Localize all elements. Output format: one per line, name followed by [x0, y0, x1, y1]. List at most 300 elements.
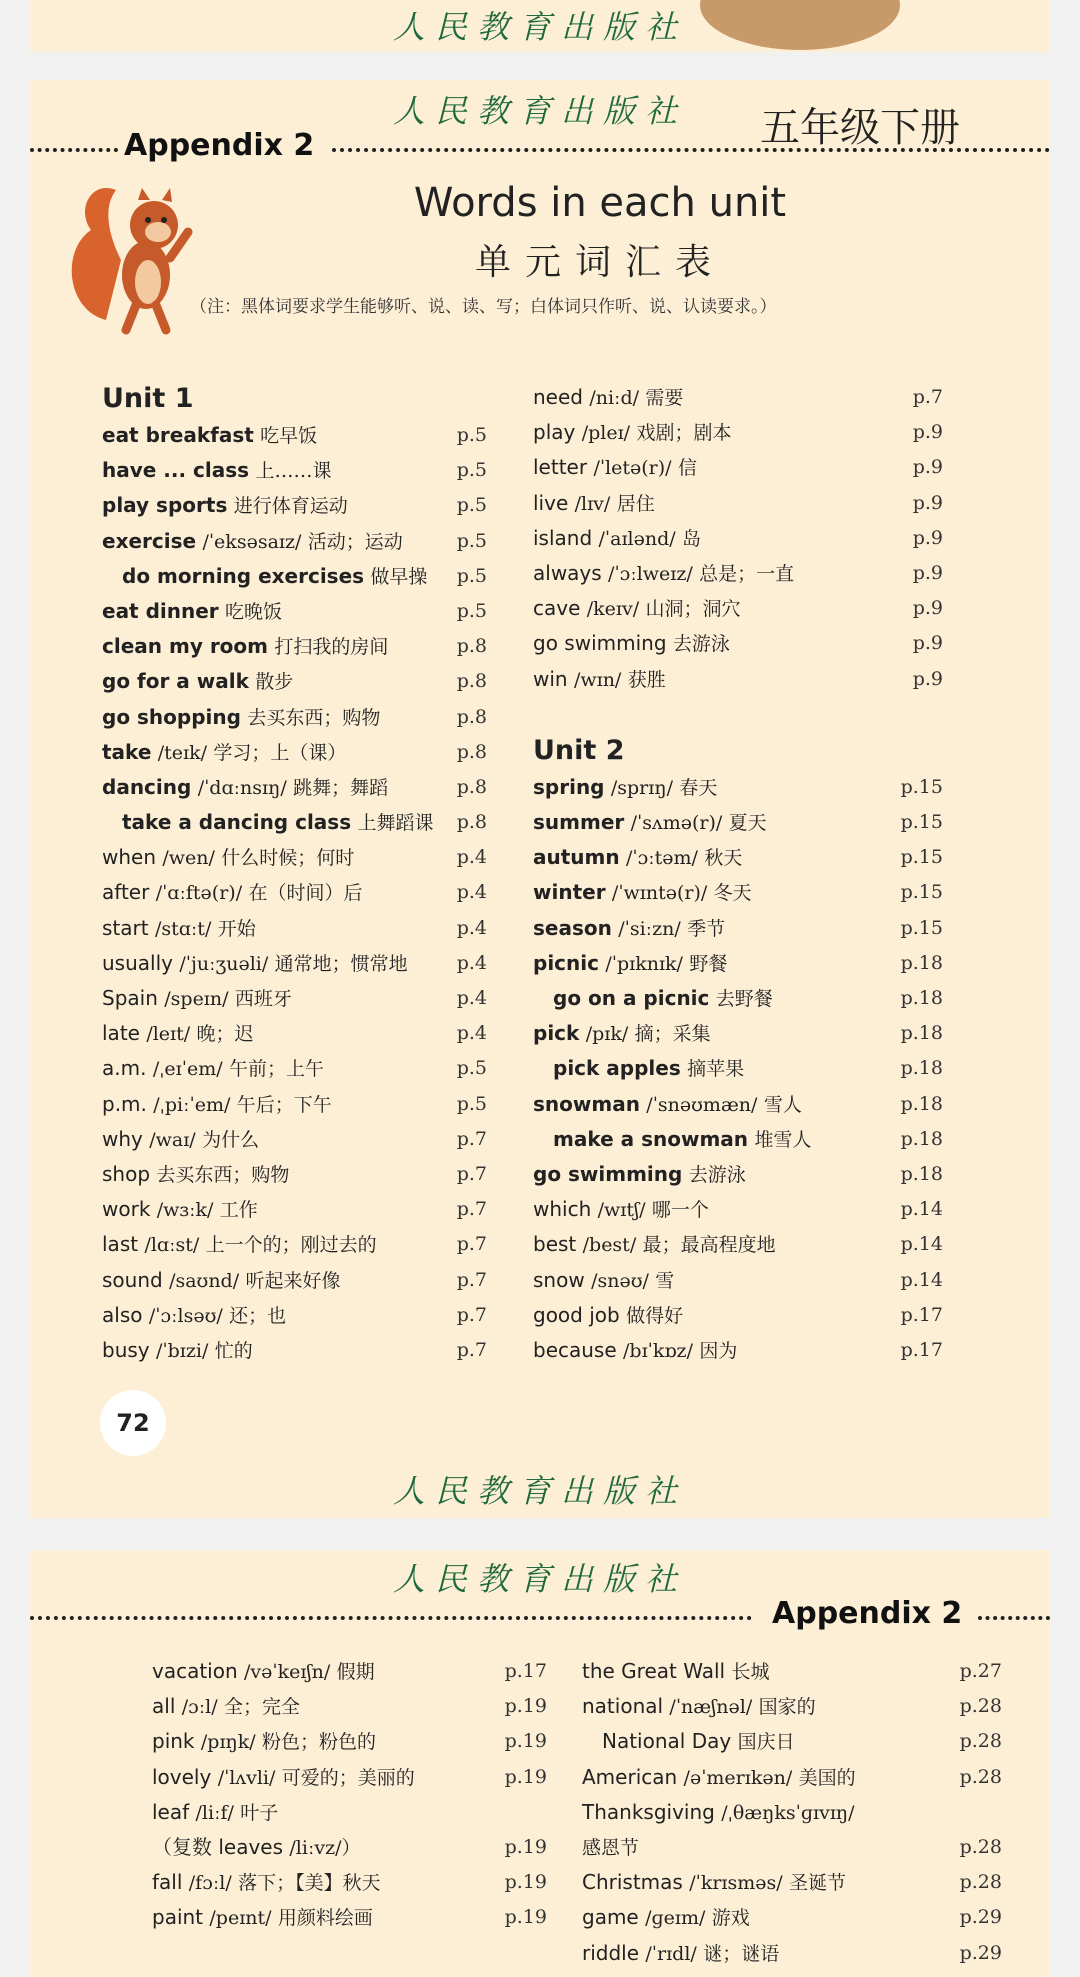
vocab-page-ref: p.14	[900, 1268, 943, 1291]
vocab-phonetic: /wɪtʃ/	[597, 1199, 646, 1222]
vocab-meaning: 通常地；惯常地	[274, 952, 408, 975]
usage-note: （注：黑体词要求学生能够听、说、读、写；白体词只作听、说、认读要求。）	[190, 297, 777, 317]
vocab-page-ref: p.7	[912, 386, 943, 408]
vocab-word: fall	[152, 1870, 183, 1895]
vocab-page-ref: p.19	[504, 1835, 547, 1858]
vocab-phonetic: /ˈsʌmə(r)/	[630, 812, 723, 835]
vocab-page-ref: p.5	[456, 599, 487, 622]
vocab-entry	[102, 1087, 487, 1122]
vocab-phonetic: /pleɪ/	[581, 422, 631, 445]
vocab-entry	[533, 770, 943, 805]
publisher-logo: 人民教育出版社	[392, 1472, 688, 1510]
vocab-word: good job	[533, 1302, 620, 1327]
vocab-phonetic: /liːvz/）	[289, 1836, 361, 1859]
vocab-entry	[533, 1263, 943, 1298]
vocab-word: after	[102, 880, 150, 905]
vocab-phonetic: /ˈɔːlsəʊ/	[148, 1304, 223, 1327]
vocab-phonetic: /pɪk/	[585, 1023, 629, 1046]
vocab-word: start	[102, 915, 149, 940]
vocab-entry	[533, 1333, 943, 1368]
vocab-page-ref: p.18	[900, 1162, 943, 1185]
vocab-word: dancing	[102, 774, 192, 799]
vocab-entry	[102, 524, 487, 559]
vocab-word: usually	[102, 950, 173, 975]
vocab-page-ref: p.29	[959, 1941, 1002, 1964]
spacer	[533, 697, 943, 732]
vocab-page-ref: p.7	[456, 1303, 487, 1326]
vocab-page-ref: p.9	[912, 491, 943, 514]
vocab-phonetic: /saʊnd/	[169, 1269, 240, 1292]
vocab-meaning: 居住	[616, 492, 655, 515]
vocab-entry	[152, 1689, 547, 1724]
previous-page-fragment	[30, 0, 1050, 52]
vocab-word: winter	[533, 880, 606, 905]
vocab-page-ref: p.19	[504, 1730, 547, 1753]
vocab-meaning: 活动；运动	[307, 530, 403, 553]
vocab-page-ref: p.18	[900, 1127, 943, 1150]
vocab-entry	[152, 1865, 547, 1900]
vocab-word: pick apples	[553, 1056, 681, 1081]
vocab-word: always	[533, 560, 602, 585]
publisher-logo: 人民教育出版社	[392, 8, 688, 46]
vocab-page-ref: p.15	[900, 881, 943, 904]
vocab-phonetic: /bɪˈkɒz/	[623, 1339, 693, 1362]
vocab-entry	[533, 626, 943, 661]
vocab-phonetic: /fɔːl/	[188, 1872, 232, 1895]
vocab-word: season	[533, 915, 612, 940]
vocab-meaning: 落下；【美】秋天	[238, 1872, 381, 1895]
vocab-page-ref: p.4	[456, 846, 487, 869]
vocab-page-ref: p.4	[456, 987, 487, 1009]
vocab-phonetic: /wɪn/	[573, 668, 622, 691]
title-english: Words in each unit	[413, 180, 787, 226]
vocab-page-ref: p.29	[959, 1906, 1002, 1929]
vocab-word: cave	[533, 596, 581, 621]
vocab-meaning: 在（时间）后	[248, 882, 363, 905]
vocab-page-ref: p.8	[456, 740, 487, 763]
vocab-entry	[533, 591, 943, 626]
vocab-page-ref: p.8	[456, 811, 487, 834]
vocab-entry	[102, 418, 487, 453]
vocab-page-ref: p.28	[959, 1695, 1002, 1718]
vocab-meaning: 信	[677, 457, 697, 480]
vocab-phonetic: /vəˈkeɪʃn/	[244, 1661, 331, 1683]
vocab-entry	[102, 1016, 487, 1051]
vocab-page-ref: p.7	[456, 1198, 487, 1221]
vocab-word: exercise	[102, 528, 197, 553]
vocab-entry	[102, 700, 487, 735]
appendix-page	[30, 80, 1050, 1518]
vocab-page-ref: p.28	[959, 1730, 1002, 1753]
vocab-entry	[533, 1016, 943, 1051]
vocab-meaning: 叶子	[240, 1801, 279, 1824]
vocab-phonetic: /lɑːst/	[144, 1234, 200, 1257]
vocab-entry	[533, 415, 943, 450]
vocab-entry	[533, 556, 943, 591]
vocab-page-ref: p.15	[900, 846, 943, 869]
dotted-divider-left	[30, 148, 118, 152]
vocab-entry	[533, 875, 943, 910]
vocab-word: lovely	[152, 1764, 212, 1789]
vocab-entry	[533, 1298, 943, 1333]
vocab-phonetic: /best/	[582, 1234, 637, 1257]
vocab-entry	[102, 1333, 487, 1368]
vocab-word: win	[533, 666, 568, 691]
vocab-meaning: 美国的	[798, 1766, 856, 1789]
vocab-meaning: 什么时候；何时	[221, 847, 355, 870]
vocab-entry	[102, 594, 487, 629]
vocab-word: go swimming	[533, 631, 667, 656]
vocab-phonetic: /wen/	[162, 847, 215, 870]
vocab-entry	[152, 1795, 547, 1830]
vocab-word: when	[102, 845, 157, 870]
vocab-entry	[102, 770, 487, 805]
vocab-entry	[102, 559, 487, 594]
vocab-phonetic: /ˈɔːtəm/	[625, 847, 698, 870]
vocab-phonetic: /ɔːl/	[181, 1696, 218, 1719]
vocab-page-ref: p.5	[456, 494, 487, 517]
vocab-phonetic: /əˈmerɪkən/	[683, 1766, 793, 1789]
vocab-meaning: 可爱的；美丽的	[281, 1766, 415, 1789]
vocab-meaning: 吃晚饭	[225, 600, 283, 623]
vocab-entry	[102, 1263, 487, 1298]
vocab-entry	[533, 1227, 943, 1262]
vocab-phonetic: /ˈwɪntə(r)/	[611, 882, 708, 905]
page-number: 72	[100, 1390, 166, 1456]
appendix-page-continued	[30, 1550, 1050, 1977]
vocab-page-ref: p.17	[900, 1303, 943, 1326]
vocab-entry	[102, 664, 487, 699]
vocab-word: busy	[102, 1337, 150, 1362]
vocab-word: the Great Wall	[582, 1659, 726, 1683]
vocab-phonetic: /ˈɑːftə(r)/	[155, 882, 243, 905]
vocab-entry	[102, 946, 487, 981]
vocab-meaning: 上一个的；刚过去的	[205, 1234, 377, 1257]
vocab-word: work	[102, 1197, 151, 1222]
vocab-meaning: 假期	[336, 1661, 375, 1683]
vocab-entry	[533, 1122, 943, 1157]
vocab-meaning: 国庆日	[737, 1731, 795, 1754]
appendix-heading: Appendix 2	[772, 1596, 963, 1631]
vocab-word: make a snowman	[553, 1126, 749, 1151]
vocab-meaning: 冬天	[713, 882, 752, 905]
vocab-word: take	[102, 739, 152, 764]
vocab-entry	[533, 1051, 943, 1086]
vocab-entry	[582, 1830, 1002, 1865]
vocab-word: eat breakfast	[102, 423, 254, 447]
vocab-phonetic: /ɡeɪm/	[645, 1907, 706, 1930]
vocab-meaning: 谜；谜语	[703, 1942, 780, 1965]
vocab-page-ref: p.5	[456, 564, 487, 587]
vocab-word: need	[533, 385, 583, 409]
vocab-entry	[102, 981, 487, 1016]
vocab-entry	[582, 1760, 1002, 1795]
vocab-phonetic: /ˈdɑːnsɪŋ/	[197, 776, 287, 799]
vocab-entry	[582, 1724, 1002, 1759]
vocab-page-ref: p.15	[900, 775, 943, 798]
vocab-meaning: 获胜	[627, 668, 666, 691]
vocab-entry	[102, 1157, 487, 1192]
vocab-meaning: 开始	[217, 917, 256, 940]
vocab-meaning: 感恩节	[582, 1836, 640, 1859]
vocab-word: also	[102, 1302, 143, 1327]
vocab-word: Spain	[102, 986, 158, 1010]
vocab-page-ref: p.18	[900, 1057, 943, 1080]
vocab-page-ref: p.17	[504, 1660, 547, 1682]
vocab-phonetic: /liːf/	[195, 1801, 234, 1824]
vocab-entry	[582, 1865, 1002, 1900]
vocab-phonetic: /niːd/	[589, 387, 640, 409]
vocab-entry	[533, 946, 943, 981]
vocab-entry	[533, 805, 943, 840]
vocab-phonetic: /ˈaɪlənd/	[598, 527, 676, 550]
vocab-entry	[102, 1192, 487, 1227]
vocab-meaning: 午前；上午	[229, 1058, 325, 1081]
vocab-page-ref: p.28	[959, 1835, 1002, 1858]
vocab-entry	[582, 1900, 1002, 1935]
vocab-phonetic: /waɪ/	[149, 1128, 196, 1151]
vocab-meaning: 去野餐	[715, 988, 773, 1010]
dotted-divider-left	[30, 1616, 752, 1620]
vocab-page-ref: p.19	[504, 1695, 547, 1718]
vocab-entry	[102, 840, 487, 875]
vocab-meaning: 做早操	[370, 565, 428, 588]
vocab-page-ref: p.5	[456, 1057, 487, 1080]
vocab-meaning: 工作	[219, 1199, 258, 1222]
vocab-word: have ... class	[102, 458, 250, 483]
vocab-entry	[533, 1192, 943, 1227]
vocab-word: spring	[533, 774, 605, 799]
vocab-entry	[582, 1936, 1002, 1971]
vocab-entry	[102, 1227, 487, 1262]
vocab-word: sound	[102, 1267, 163, 1292]
vocab-word: late	[102, 1021, 140, 1046]
vocab-page-ref: p.9	[912, 526, 943, 549]
vocab-phonetic: /ˈsnəʊmæn/	[646, 1093, 758, 1116]
vocab-word: snowman	[533, 1091, 640, 1116]
vocab-phonetic: /pɪŋk/	[200, 1731, 256, 1754]
vocab-word: do morning exercises	[122, 563, 365, 588]
vocab-meaning: 长城	[731, 1661, 770, 1683]
vocab-word: game	[582, 1905, 639, 1930]
vocab-phonetic: /snəʊ/	[591, 1269, 649, 1292]
vocab-meaning: 全；完全	[224, 1696, 301, 1719]
vocab-page-ref: p.8	[456, 635, 487, 658]
dotted-divider-right	[332, 148, 1050, 152]
vocab-meaning: 午后；下午	[236, 1093, 332, 1116]
vocab-entry	[152, 1830, 547, 1865]
vocab-phonetic: /ˈɔːlweɪz/	[608, 562, 693, 585]
vocab-meaning: 最；最高程度地	[642, 1234, 776, 1257]
vocab-phonetic: /ˈlʌvli/	[217, 1766, 276, 1789]
vocab-meaning: 进行体育运动	[233, 495, 348, 518]
vocab-word: shop	[102, 1161, 151, 1186]
vocab-page-ref: p.9	[912, 456, 943, 479]
vocab-page-ref: p.7	[456, 1338, 487, 1361]
vocab-phonetic: /speɪn/	[164, 988, 229, 1010]
vocab-word: take a dancing class	[122, 810, 352, 835]
vocab-meaning: 用颜料绘画	[277, 1907, 373, 1930]
vocab-word: clean my room	[102, 634, 268, 659]
vocab-page-ref: p.5	[456, 1092, 487, 1115]
vocab-entry	[102, 911, 487, 946]
vocab-page-ref: p.19	[504, 1871, 547, 1894]
vocab-page-ref: p.17	[900, 1338, 943, 1361]
vocab-word: best	[533, 1232, 577, 1257]
vocab-phonetic: /sprɪŋ/	[610, 776, 673, 799]
vocab-word: leaf	[152, 1799, 190, 1824]
vocab-entry	[533, 662, 943, 697]
vocab-entry	[102, 735, 487, 770]
vocab-word: snow	[533, 1267, 585, 1292]
vocab-meaning: 听起来好像	[245, 1269, 341, 1292]
vocab-page-ref: p.8	[456, 775, 487, 798]
vocab-phonetic: /lɪv/	[574, 492, 611, 515]
vocab-meaning: 打扫我的房间	[274, 636, 389, 659]
vocab-word: p.m.	[102, 1091, 147, 1116]
vocab-page-ref: p.4	[456, 951, 487, 974]
vocab-page-ref: p.5	[456, 529, 487, 552]
vocab-meaning: 雪人	[763, 1093, 802, 1116]
vocab-meaning: 需要	[645, 387, 684, 409]
vocab-phonetic: /wɜːk/	[156, 1199, 214, 1222]
vocab-page-ref: p.19	[504, 1765, 547, 1788]
vocab-phonetic: /ˈnæʃnəl/	[669, 1696, 753, 1719]
vocab-page-ref: p.27	[959, 1660, 1002, 1682]
vocab-word: play sports	[102, 493, 228, 518]
publisher-logo: 人民教育出版社	[392, 92, 688, 130]
vocab-page-ref: p.14	[900, 1198, 943, 1221]
vocab-phonetic: /ˌθæŋksˈɡɪvɪŋ/	[721, 1801, 855, 1824]
vocab-phonetic: /ˌpiːˈem/	[153, 1093, 231, 1116]
vocab-meaning: 游戏	[711, 1907, 750, 1930]
vocab-page-ref: p.28	[959, 1871, 1002, 1894]
vocab-phonetic: /ˈbɪzi/	[156, 1339, 209, 1362]
grade-label: 五年级下册	[760, 105, 960, 151]
vocab-phonetic: /ˈletə(r)/	[593, 457, 672, 480]
vocab-entry	[533, 1157, 943, 1192]
vocab-word: eat dinner	[102, 598, 219, 623]
vocab-meaning: 学习；上（课）	[213, 741, 347, 764]
vocab-word: paint	[152, 1905, 204, 1930]
vocab-entry	[102, 805, 487, 840]
vocab-word: National Day	[602, 1729, 732, 1754]
vocab-word: a.m.	[102, 1056, 147, 1081]
vocab-entry	[533, 450, 943, 485]
vocab-entry	[533, 840, 943, 875]
vocab-word: go shopping	[102, 704, 241, 729]
vocab-entry	[533, 981, 943, 1016]
vocab-meaning: 摘；采集	[634, 1023, 711, 1046]
vocab-page-ref: p.15	[900, 916, 943, 939]
vocab-meaning: 去买东西；购物	[156, 1163, 290, 1186]
vocab-word: Thanksgiving	[582, 1799, 715, 1824]
publisher-logo: 人民教育出版社	[392, 1560, 688, 1598]
vocab-word: pink	[152, 1729, 195, 1754]
vocab-word: summer	[533, 810, 625, 835]
vocab-page-ref: p.14	[900, 1233, 943, 1256]
vocab-phonetic: /peɪnt/	[209, 1907, 272, 1930]
vocab-meaning: 山洞；洞穴	[645, 598, 741, 621]
vocab-meaning: 哪一个	[651, 1199, 709, 1222]
vocab-meaning: 散步	[255, 671, 294, 694]
vocab-meaning: 吃早饭	[260, 425, 318, 447]
vocab-word: which	[533, 1197, 592, 1222]
vocab-meaning: 去买东西；购物	[247, 706, 381, 729]
vocab-page-ref: p.18	[900, 1022, 943, 1045]
vocab-entry	[102, 1051, 487, 1086]
vocab-entry	[152, 1654, 547, 1689]
unit-heading: Unit 1	[102, 383, 194, 414]
vocab-page-ref: p.7	[456, 1233, 487, 1256]
vocab-column-left	[102, 380, 487, 1368]
vocab-page-ref: p.18	[900, 951, 943, 974]
unit-heading: Unit 2	[533, 734, 625, 766]
vocab-page-ref: p.9	[912, 632, 943, 655]
vocab-word: because	[533, 1337, 617, 1362]
vocab-word: all	[152, 1694, 176, 1719]
vocab-meaning: 摘苹果	[687, 1058, 745, 1081]
vocab-word: go on a picnic	[553, 986, 710, 1010]
vocab-entry	[102, 1122, 487, 1157]
vocab-meaning: 戏剧；剧本	[636, 422, 732, 445]
vocab-entry	[102, 453, 487, 488]
vocab-entry	[102, 629, 487, 664]
vocab-word: picnic	[533, 950, 599, 975]
vocab-phonetic: /ˌeɪˈem/	[152, 1058, 223, 1081]
vocab-page-ref: p.18	[900, 987, 943, 1009]
vocab-page-ref: p.15	[900, 811, 943, 834]
vocab-page-ref: p.7	[456, 1162, 487, 1185]
vocab-page-ref: p.7	[456, 1268, 487, 1291]
vocab-meaning: 因为	[699, 1339, 738, 1362]
dotted-divider-right	[978, 1616, 1050, 1620]
vocab-word: live	[533, 490, 569, 515]
vocab-entry	[152, 1724, 547, 1759]
vocab-word: （复数 leaves	[152, 1834, 284, 1859]
vocab-meaning: 为什么	[202, 1128, 260, 1151]
vocab-meaning: 季节	[687, 917, 726, 940]
vocab-page-ref: p.4	[456, 916, 487, 939]
vocab-meaning: 夏天	[728, 812, 767, 835]
vocab-entry	[152, 1900, 547, 1935]
vocab-word: pick	[533, 1021, 580, 1046]
vocab-word: autumn	[533, 845, 620, 870]
vocab-word: last	[102, 1232, 139, 1257]
vocab-meaning: 去游泳	[672, 633, 730, 656]
vocab-column-right	[533, 380, 943, 1368]
vocab-column-left	[152, 1654, 547, 1936]
vocab-page-ref: p.9	[912, 421, 943, 444]
vocab-word: why	[102, 1126, 143, 1151]
vocab-meaning: 西班牙	[234, 988, 292, 1010]
vocab-meaning: 晚；迟	[196, 1023, 254, 1046]
vocab-phonetic: /ˈrɪdl/	[645, 1942, 697, 1965]
vocab-page-ref: p.28	[959, 1765, 1002, 1788]
vocab-phonetic: /leɪt/	[146, 1023, 191, 1046]
vocab-meaning: 雪	[655, 1269, 675, 1292]
vocab-meaning: 野餐	[689, 952, 728, 975]
vocab-entry	[152, 1760, 547, 1795]
vocab-word: riddle	[582, 1940, 640, 1965]
vocab-meaning: 上……课	[255, 460, 332, 483]
vocab-word: American	[582, 1764, 678, 1789]
vocab-word: island	[533, 525, 593, 550]
vocab-entry	[533, 911, 943, 946]
vocab-page-ref: p.8	[456, 705, 487, 728]
vocab-page-ref: p.5	[456, 424, 487, 446]
vocab-meaning: 秋天	[704, 847, 743, 870]
